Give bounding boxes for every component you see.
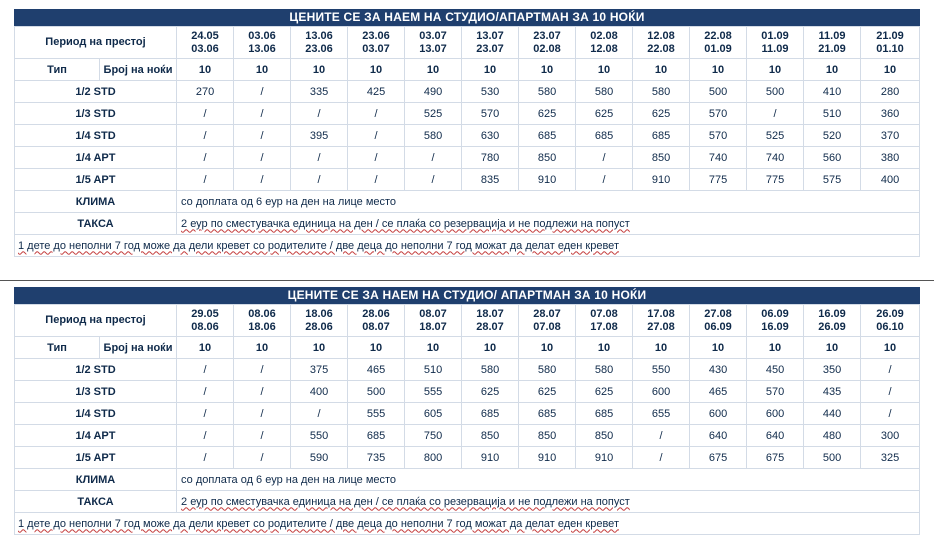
price-cell: / xyxy=(177,359,234,381)
price-cell: / xyxy=(234,81,291,103)
nights-cell: 10 xyxy=(177,59,234,81)
price-cell: / xyxy=(177,169,234,191)
price-cell: 685 xyxy=(462,403,519,425)
price-cell: 625 xyxy=(519,381,576,403)
price-cell: 425 xyxy=(348,81,405,103)
footer-note: 1 дете до неполни 7 год може да дели кревет со родителите / две деца до неполни 7 год можат да делат еден кревет xyxy=(15,513,920,535)
nights-cell: 10 xyxy=(177,337,234,359)
price-cell: 580 xyxy=(405,125,462,147)
room-type: 1/2 STD xyxy=(15,359,177,381)
price-cell: 640 xyxy=(747,425,804,447)
price-cell: 850 xyxy=(576,425,633,447)
price-cell: 480 xyxy=(804,425,861,447)
nights-cell: 10 xyxy=(234,59,291,81)
period-cell: 03.06 13.06 xyxy=(234,27,291,59)
price-cell: 525 xyxy=(405,103,462,125)
nights-cell: 10 xyxy=(576,337,633,359)
period-cell: 26.09 06.10 xyxy=(861,305,920,337)
price-cell: 400 xyxy=(861,169,920,191)
price-cell: / xyxy=(177,425,234,447)
period-cell: 18.07 28.07 xyxy=(462,305,519,337)
price-cell: 835 xyxy=(462,169,519,191)
price-cell: 600 xyxy=(747,403,804,425)
klima-text: со доплата од 6 еур на ден на лице место xyxy=(177,191,920,213)
price-cell: 580 xyxy=(576,359,633,381)
taksa-row xyxy=(15,491,920,513)
price-cell: 675 xyxy=(690,447,747,469)
period-cell: 06.09 16.09 xyxy=(747,305,804,337)
price-cell: 530 xyxy=(462,81,519,103)
price-cell: 590 xyxy=(291,447,348,469)
period-cell: 23.07 02.08 xyxy=(519,27,576,59)
price-row xyxy=(15,403,920,425)
price-cell: 580 xyxy=(519,359,576,381)
price-cell: / xyxy=(177,447,234,469)
taksa-text: 2 еур по сместувачка единица на ден / се плаќа со резервација и не подлежи на попуст xyxy=(177,491,920,513)
price-cell: 675 xyxy=(747,447,804,469)
price-cell: 280 xyxy=(861,81,920,103)
nights-cell: 10 xyxy=(861,59,920,81)
klima-row xyxy=(15,469,920,491)
nights-label: Број на ноќи xyxy=(100,337,177,359)
price-row xyxy=(15,447,920,469)
price-table-1 xyxy=(14,9,920,257)
price-cell: 605 xyxy=(405,403,462,425)
price-cell: 325 xyxy=(861,447,920,469)
period-label: Период на престој xyxy=(15,305,177,337)
price-cell: 850 xyxy=(519,147,576,169)
period-cell: 27.08 06.09 xyxy=(690,305,747,337)
price-cell: 600 xyxy=(690,403,747,425)
price-cell: 580 xyxy=(576,81,633,103)
price-cell: / xyxy=(234,359,291,381)
nights-cell: 10 xyxy=(405,59,462,81)
period-cell: 28.06 08.07 xyxy=(348,305,405,337)
price-cell: 910 xyxy=(462,447,519,469)
price-cell: 750 xyxy=(405,425,462,447)
price-cell: / xyxy=(234,125,291,147)
room-type: 1/2 STD xyxy=(15,81,177,103)
price-table-2 xyxy=(14,287,920,535)
footer-note: 1 дете до неполни 7 год може да дели кревет со родителите / две деца до неполни 7 год можат да делат еден кревет xyxy=(15,235,920,257)
type-label: Тип xyxy=(15,337,100,359)
price-cell: 685 xyxy=(633,125,690,147)
price-cell: 560 xyxy=(804,147,861,169)
price-cell: / xyxy=(177,403,234,425)
price-cell: 500 xyxy=(747,81,804,103)
taksa-row xyxy=(15,213,920,235)
period-row xyxy=(15,27,920,59)
period-cell: 23.06 03.07 xyxy=(348,27,405,59)
price-cell: 465 xyxy=(690,381,747,403)
period-cell: 12.08 22.08 xyxy=(633,27,690,59)
price-grid xyxy=(14,26,920,257)
klima-text: со доплата од 6 еур на ден на лице место xyxy=(177,469,920,491)
price-row xyxy=(15,125,920,147)
nights-cell: 10 xyxy=(576,59,633,81)
price-cell: 575 xyxy=(804,169,861,191)
price-cell: 740 xyxy=(690,147,747,169)
price-cell: / xyxy=(291,147,348,169)
price-cell: / xyxy=(291,103,348,125)
price-cell: 400 xyxy=(291,381,348,403)
period-cell: 07.08 17.08 xyxy=(576,305,633,337)
price-cell: 685 xyxy=(576,125,633,147)
nights-cell: 10 xyxy=(519,59,576,81)
period-cell: 28.07 07.08 xyxy=(519,305,576,337)
price-cell: / xyxy=(348,147,405,169)
price-cell: 500 xyxy=(690,81,747,103)
price-cell: 375 xyxy=(291,359,348,381)
price-cell: 300 xyxy=(861,425,920,447)
room-type: 1/4 STD xyxy=(15,125,177,147)
period-label: Период на престој xyxy=(15,27,177,59)
nights-cell: 10 xyxy=(747,59,804,81)
nights-cell: 10 xyxy=(405,337,462,359)
price-cell: 580 xyxy=(633,81,690,103)
price-cell: 550 xyxy=(633,359,690,381)
price-cell: 430 xyxy=(690,359,747,381)
nights-cell: 10 xyxy=(804,59,861,81)
price-cell: 685 xyxy=(576,403,633,425)
nights-cell: 10 xyxy=(690,337,747,359)
nights-cell: 10 xyxy=(234,337,291,359)
price-cell: 625 xyxy=(462,381,519,403)
price-cell: 780 xyxy=(462,147,519,169)
room-type: 1/3 STD xyxy=(15,103,177,125)
price-cell: 625 xyxy=(576,103,633,125)
price-cell: 520 xyxy=(804,125,861,147)
price-cell: / xyxy=(291,169,348,191)
nights-cell: 10 xyxy=(291,337,348,359)
taksa-text: 2 еур по сместувачка единица на ден / се плаќа со резервација и не подлежи на попуст xyxy=(177,213,920,235)
price-cell: 450 xyxy=(747,359,804,381)
period-cell: 17.08 27.08 xyxy=(633,305,690,337)
price-cell: 685 xyxy=(519,125,576,147)
nights-cell: 10 xyxy=(348,59,405,81)
price-cell: 580 xyxy=(519,81,576,103)
price-cell: 395 xyxy=(291,125,348,147)
price-cell: / xyxy=(747,103,804,125)
room-type: 1/4 APT xyxy=(15,425,177,447)
period-row xyxy=(15,305,920,337)
period-cell: 21.09 01.10 xyxy=(861,27,920,59)
price-cell: / xyxy=(234,103,291,125)
table-title: ЦЕНИТЕ СЕ ЗА НАЕМ НА СТУДИО/АПАРТМАН ЗА 10 НОЌИ xyxy=(14,9,920,26)
price-cell: / xyxy=(177,103,234,125)
price-cell: 625 xyxy=(519,103,576,125)
price-cell: 270 xyxy=(177,81,234,103)
period-cell: 08.06 18.06 xyxy=(234,305,291,337)
price-cell: 625 xyxy=(633,103,690,125)
price-row xyxy=(15,425,920,447)
price-cell: 510 xyxy=(405,359,462,381)
price-cell: / xyxy=(234,447,291,469)
nights-cell: 10 xyxy=(348,337,405,359)
price-cell: 570 xyxy=(747,381,804,403)
room-type: 1/5 APT xyxy=(15,447,177,469)
price-cell: 800 xyxy=(405,447,462,469)
price-cell: / xyxy=(861,359,920,381)
price-cell: / xyxy=(177,125,234,147)
nights-cell: 10 xyxy=(519,337,576,359)
klima-label: КЛИМА xyxy=(15,469,177,491)
nights-cell: 10 xyxy=(690,59,747,81)
price-cell: / xyxy=(348,103,405,125)
nights-cell: 10 xyxy=(291,59,348,81)
nights-row xyxy=(15,59,920,81)
price-cell: / xyxy=(861,381,920,403)
footer-row xyxy=(15,513,920,535)
price-cell: 335 xyxy=(291,81,348,103)
price-cell: 910 xyxy=(633,169,690,191)
price-cell: 630 xyxy=(462,125,519,147)
price-cell: 370 xyxy=(861,125,920,147)
price-cell: 500 xyxy=(804,447,861,469)
period-cell: 22.08 01.09 xyxy=(690,27,747,59)
nights-cell: 10 xyxy=(804,337,861,359)
period-cell: 11.09 21.09 xyxy=(804,27,861,59)
period-cell: 18.06 28.06 xyxy=(291,305,348,337)
taksa-label: ТАКСА xyxy=(15,213,177,235)
period-cell: 29.05 08.06 xyxy=(177,305,234,337)
price-cell: / xyxy=(348,125,405,147)
price-cell: 500 xyxy=(348,381,405,403)
period-cell: 08.07 18.07 xyxy=(405,305,462,337)
nights-row xyxy=(15,337,920,359)
price-cell: 910 xyxy=(519,447,576,469)
price-cell: 440 xyxy=(804,403,861,425)
nights-cell: 10 xyxy=(462,337,519,359)
price-cell: / xyxy=(861,403,920,425)
price-cell: / xyxy=(405,169,462,191)
price-cell: 380 xyxy=(861,147,920,169)
room-type: 1/4 STD xyxy=(15,403,177,425)
period-cell: 13.06 23.06 xyxy=(291,27,348,59)
price-cell: 570 xyxy=(690,125,747,147)
price-cell: / xyxy=(177,147,234,169)
period-cell: 01.09 11.09 xyxy=(747,27,804,59)
price-grid xyxy=(14,304,920,535)
price-cell: 510 xyxy=(804,103,861,125)
price-cell: / xyxy=(234,381,291,403)
price-cell: / xyxy=(633,447,690,469)
price-cell: 850 xyxy=(633,147,690,169)
price-row xyxy=(15,359,920,381)
klima-row xyxy=(15,191,920,213)
price-cell: / xyxy=(576,147,633,169)
period-cell: 24.05 03.06 xyxy=(177,27,234,59)
price-cell: / xyxy=(234,425,291,447)
price-cell: 685 xyxy=(348,425,405,447)
price-cell: 555 xyxy=(405,381,462,403)
price-cell: 580 xyxy=(462,359,519,381)
price-cell: / xyxy=(576,169,633,191)
period-cell: 16.09 26.09 xyxy=(804,305,861,337)
nights-label: Број на ноќи xyxy=(100,59,177,81)
price-row xyxy=(15,147,920,169)
price-cell: 625 xyxy=(576,381,633,403)
price-cell: 735 xyxy=(348,447,405,469)
price-cell: / xyxy=(234,403,291,425)
price-cell: 555 xyxy=(348,403,405,425)
nights-cell: 10 xyxy=(462,59,519,81)
klima-label: КЛИМА xyxy=(15,191,177,213)
price-cell: 640 xyxy=(690,425,747,447)
price-cell: 740 xyxy=(747,147,804,169)
price-cell: 655 xyxy=(633,403,690,425)
footer-row xyxy=(15,235,920,257)
price-cell: 360 xyxy=(861,103,920,125)
room-type: 1/5 APT xyxy=(15,169,177,191)
price-cell: 775 xyxy=(747,169,804,191)
nights-cell: 10 xyxy=(861,337,920,359)
price-cell: 910 xyxy=(576,447,633,469)
nights-cell: 10 xyxy=(747,337,804,359)
price-cell: / xyxy=(633,425,690,447)
price-cell: 570 xyxy=(462,103,519,125)
price-row xyxy=(15,103,920,125)
price-cell: 410 xyxy=(804,81,861,103)
period-cell: 02.08 12.08 xyxy=(576,27,633,59)
price-cell: 525 xyxy=(747,125,804,147)
price-cell: 850 xyxy=(519,425,576,447)
price-cell: / xyxy=(234,147,291,169)
nights-cell: 10 xyxy=(633,59,690,81)
price-cell: 775 xyxy=(690,169,747,191)
price-cell: 550 xyxy=(291,425,348,447)
price-cell: 350 xyxy=(804,359,861,381)
price-cell: / xyxy=(177,381,234,403)
price-row xyxy=(15,169,920,191)
taksa-label: ТАКСА xyxy=(15,491,177,513)
price-cell: / xyxy=(234,169,291,191)
price-cell: 465 xyxy=(348,359,405,381)
price-row xyxy=(15,81,920,103)
price-cell: 490 xyxy=(405,81,462,103)
type-label: Тип xyxy=(15,59,100,81)
separator-line xyxy=(0,280,934,281)
table-title: ЦЕНИТЕ СЕ ЗА НАЕМ НА СТУДИО/ АПАРТМАН ЗА 10 НОЌИ xyxy=(14,287,920,304)
price-row xyxy=(15,381,920,403)
price-cell: 910 xyxy=(519,169,576,191)
price-cell: / xyxy=(348,169,405,191)
price-cell: 435 xyxy=(804,381,861,403)
period-cell: 03.07 13.07 xyxy=(405,27,462,59)
room-type: 1/4 APT xyxy=(15,147,177,169)
price-cell: / xyxy=(405,147,462,169)
price-cell: 570 xyxy=(690,103,747,125)
price-cell: 850 xyxy=(462,425,519,447)
price-cell: / xyxy=(291,403,348,425)
price-cell: 685 xyxy=(519,403,576,425)
nights-cell: 10 xyxy=(633,337,690,359)
room-type: 1/3 STD xyxy=(15,381,177,403)
price-cell: 600 xyxy=(633,381,690,403)
period-cell: 13.07 23.07 xyxy=(462,27,519,59)
